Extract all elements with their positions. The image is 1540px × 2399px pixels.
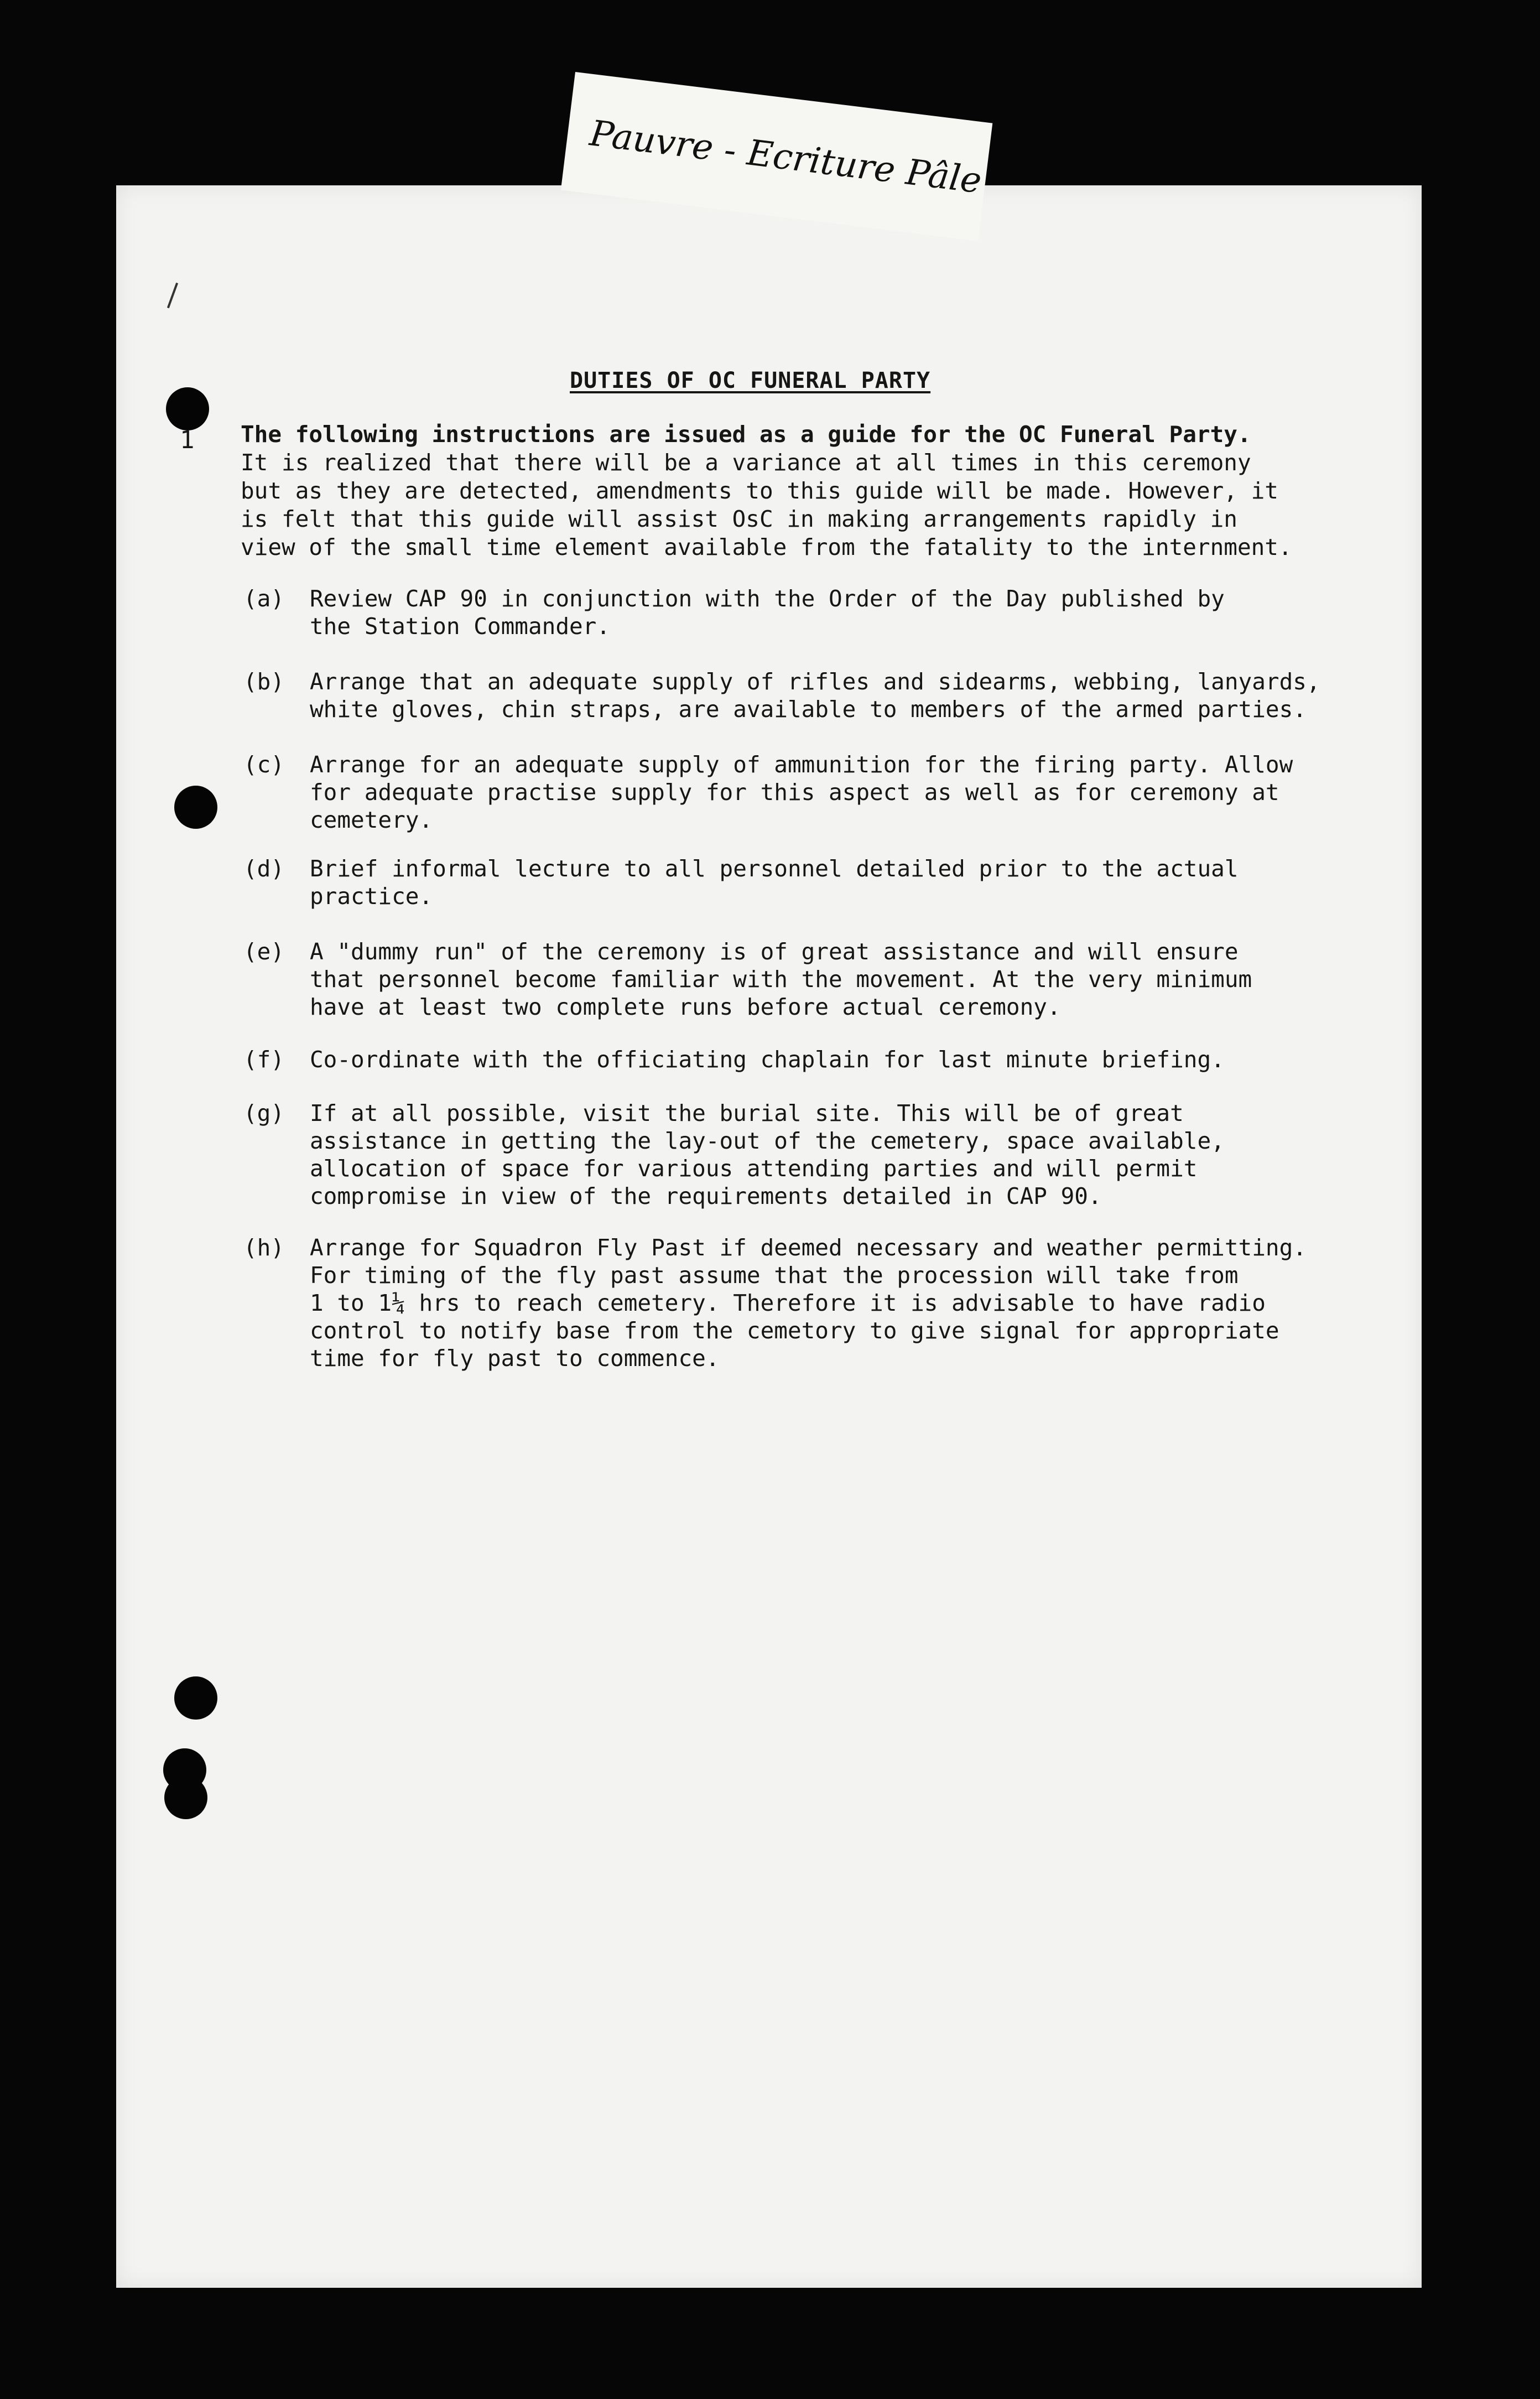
item-line: A "dummy run" of the ceremony is of great assistance and will ensure	[310, 938, 1239, 965]
item-line: If at all possible, visit the burial site. This will be of great	[310, 1100, 1184, 1126]
item-text	[310, 751, 1427, 834]
item-line: the Station Commander.	[310, 613, 611, 640]
intro-line: view of the small time element available from the fatality to the internment.	[241, 534, 1292, 560]
item-text	[310, 855, 1427, 910]
item-letter: (e)	[243, 938, 285, 965]
item-line: assistance in getting the lay-out of the cemetery, space available,	[310, 1128, 1225, 1154]
item-text	[310, 1046, 1427, 1073]
item-text	[310, 585, 1427, 640]
item-letter: (c)	[243, 751, 285, 778]
item-letter: (a)	[243, 585, 285, 612]
item-text	[310, 1234, 1427, 1372]
item-line: 1 to 1¼ hrs to reach cemetery. Therefore it is advisable to have radio	[310, 1290, 1266, 1316]
intro-line: but as they are detected, amendments to this guide will be made. However, it	[241, 477, 1278, 504]
item-line: Arrange for Squadron Fly Past if deemed necessary and weather permitting.	[310, 1234, 1307, 1261]
item-line: that personnel become familiar with the movement. At the very minimum	[310, 966, 1252, 993]
item-line: cemetery.	[310, 807, 433, 833]
item-letter: (h)	[243, 1234, 285, 1261]
intro-paragraph	[241, 420, 1430, 562]
item-text	[310, 668, 1427, 723]
item-letter: (d)	[243, 855, 285, 882]
item-line: time for fly past to commence.	[310, 1345, 720, 1372]
document-title: DUTIES OF OC FUNERAL PARTY	[570, 368, 931, 393]
item-line: Review CAP 90 in conjunction with the Order of the Day published by	[310, 585, 1225, 612]
intro-line: The following instructions are issued as a guide for the OC Funeral Party.	[241, 421, 1251, 448]
item-line: white gloves, chin straps, are available to members of the armed parties.	[310, 696, 1307, 723]
item-line: for adequate practise supply for this aspect as well as for ceremony at	[310, 779, 1279, 806]
pen-mark	[167, 283, 178, 308]
intro-line: is felt that this guide will assist OsC in making arrangements rapidly in	[241, 506, 1237, 532]
document-body	[116, 185, 1422, 2288]
item-line: Co-ordinate with the officiating chaplain for last minute briefing.	[310, 1046, 1225, 1073]
item-line: Arrange that an adequate supply of rifles and sidearms, webbing, lanyards,	[310, 668, 1320, 695]
paragraph-number: 1	[180, 426, 195, 454]
item-text	[310, 1099, 1427, 1210]
item-letter: (f)	[243, 1046, 285, 1073]
item-line: Arrange for an adequate supply of ammunition for the firing party. Allow	[310, 751, 1293, 778]
item-line: allocation of space for various attending parties and will permit	[310, 1155, 1198, 1182]
item-letter: (b)	[243, 668, 285, 695]
item-line: control to notify base from the cemetory to give signal for appropriate	[310, 1317, 1279, 1344]
item-line: For timing of the fly past assume that the procession will take from	[310, 1262, 1239, 1289]
item-letter: (g)	[243, 1100, 285, 1126]
archive-label: Pauvre - Ecriture Pâle	[561, 72, 993, 241]
item-line: compromise in view of the requirements detailed in CAP 90.	[310, 1183, 1102, 1209]
intro-line: It is realized that there will be a variance at all times in this ceremony	[241, 449, 1251, 476]
item-text	[310, 938, 1427, 1021]
item-line: Brief informal lecture to all personnel detailed prior to the actual	[310, 855, 1239, 882]
item-line: practice.	[310, 883, 433, 910]
item-line: have at least two complete runs before actual ceremony.	[310, 994, 1061, 1020]
